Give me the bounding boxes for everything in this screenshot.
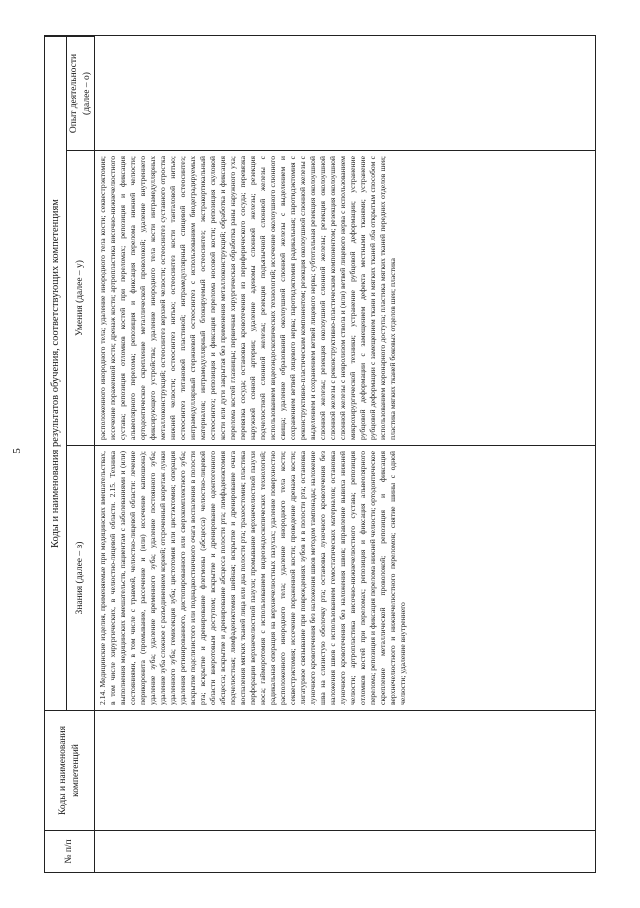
col-header-knowledge: Знания (далее – з) <box>67 445 95 710</box>
col-header-skills: Умения (далее – у) <box>67 150 95 445</box>
knowledge-text: 2.14. Медицинские изделия, применяемые при медицинских вмешательствах, в том числе хирургических, в челюстно-лицевой области. 2.15. Техника выполнения медицинских вмешательств, пациентам с заболеваниями и (или) состояниями, в том числе с травмой, челюстно-лицевой области: лечение перикоронита (промывание, рассечение и (или) иссечение капюшона); удаление зуба; удаление временного зуба; удаление постоянного зуба; удаление зуба сложное с разъединением корней; отсроченный кюретаж лунки удаленного зуба; гемисекция зуба; цистотомия или цистэктомия; операция удаления ретинированного, дистопированного или сверхкомплектного зуба; вскрытие подслизистого или поднадкостничного очага воспаления в полости рта; вскрытие и дренирование флегмоны (абсцесса) челюстно-лицевой области внеротовым доступом; вскрытие и дренирование одонтогенного абсцесса; вскрытие и дренирование абсцесса полости рта; лимфаденэктомия подчелюстная; лимфаденэктомия шейная; вскрытие и дренирование очага воспаления мягких тканей лица или дна полости рта; трахеостомия; пластика перфорации верхнечелюстной пазухи; промывание верхнечелюстной пазухи носа; гайморотомия с использованием видеоэндоскопических технологий; радикальная операция на верхнечелюстных пазухах; удаление поверхностно расположенного инородного тела; удаление инородного тела кости; секвестрэктомия; иссечение пораженной кости; проведение дренажа кости; лигатурное связывание при повреждениях зубов и в полости рта; остановка луночного кровотечения без наложения швов методом тампонады; наложение шва на слизистую оболочку рта; остановка луночного кровотечения без наложения швов с использованием гемостатических материалов; остановка луночного кровотечения без наложения швов; вправление вывиха нижней челюсти; артропластика височно-нижнечелюстного сустава; репозиция отломков костей при переломах; репозиция и фиксация альвеолярного перелома; репозиция и фиксация перелома нижней челюсти; ортодонтическое скрепление металлической проволокой; репозиция и фиксация верхнечелюстного и нижнечелюстного переломов; снятие шины с одной челюсти; удаление внутреннего <box>98 451 408 705</box>
row-number-cell <box>95 830 595 872</box>
row-experience-cell <box>95 36 595 150</box>
row-competency-codes-cell <box>95 710 595 830</box>
col-header-competency-codes: Коды и наименования компетенций <box>45 710 95 830</box>
page-number: 5 <box>10 448 23 454</box>
competency-table <box>44 35 596 873</box>
col-header-experience: Опыт деятельности (далее – о) <box>67 36 95 150</box>
row-knowledge-cell <box>95 445 595 710</box>
col-header-number: № п/п <box>45 830 95 872</box>
col-group-header-learning-results: Коды и наименования результатов обучения, соответствующих компетенциям <box>45 36 67 710</box>
skills-text: расположенного инородного тела; удаление инородного тела кости; секвестрэктомия; иссечение пораженной кости; дренаж кости; артропластика височно-нижнечелюстного сустава; репозиция отломков костей при переломах; репозиция и фиксация альвеолярного перелома; репозиция и фиксация перелома нижней челюсти; ортодонтическое скрепление металлической проволокой; удаление внутреннего фиксирующего устройства; удаление инородного тела кости интрамедуллярных металлоконструкций; остеосинтез верхней челюсти; остеосинтез суставного отростка нижней челюсти; остеосинтез нитью; остеосинтез кости танталовой нитью; остеосинтез титановой пластиной; интрамедуллярный спицевой остеосинтез; интрамедуллярный стержневой остеосинтез с использованием биодеградируемых материалов; интрамедуллярный блокируемый остеосинтез; экстракортикальный остеосинтез; репозиция и фиксация перелома носовой кости; репозиция скуловой кости или дуги закрытая без применения металлоконструкций; обработка и фиксация перелома костей глазницы; первичная хирургическая обработка раны наружного уха; перевязка сосуда; остановка кровотечения из периферического сосуда; перевязка наружной сонной артерии; удаление аденомы слюнной железы; резекция подчелюстной слюнной железы; резекция подъязычной слюнной железы с использованием видеоэндоскопических технологий; иссечение околоушного слюнного свища; удаление образований околоушной слюнной железы с выделением и сохранением ветвей лицевого нерва; паротидэктомия радикальная; паротидэктомия с реконструктивно-пластическим компонентом; резекция околоушной слюнной железы с выделением и сохранением ветвей лицевого нерва; субтотальная резекция околоушной слюнной железы; резекция околоушной слюнной железы; резекция околоушной слюнной железы с реконструктивно-пластическим компонентом; резекция околоушной слюнной железы с невролизом ствола и (или) ветвей лицевого нерва с использованием микрохирургической техники; устранение рубцовой деформации; устранение рубцовой деформации с замещением дефекта местными тканями; устранение рубцовой деформации с замещением ткани и мягких тканей лба открытым способом с использованием коронарного доступа; пластика мягких тканей передних отделов шеи; пластика мягких тканей боковых отделов шеи; пластика <box>98 156 398 440</box>
row-skills-cell <box>95 150 595 445</box>
